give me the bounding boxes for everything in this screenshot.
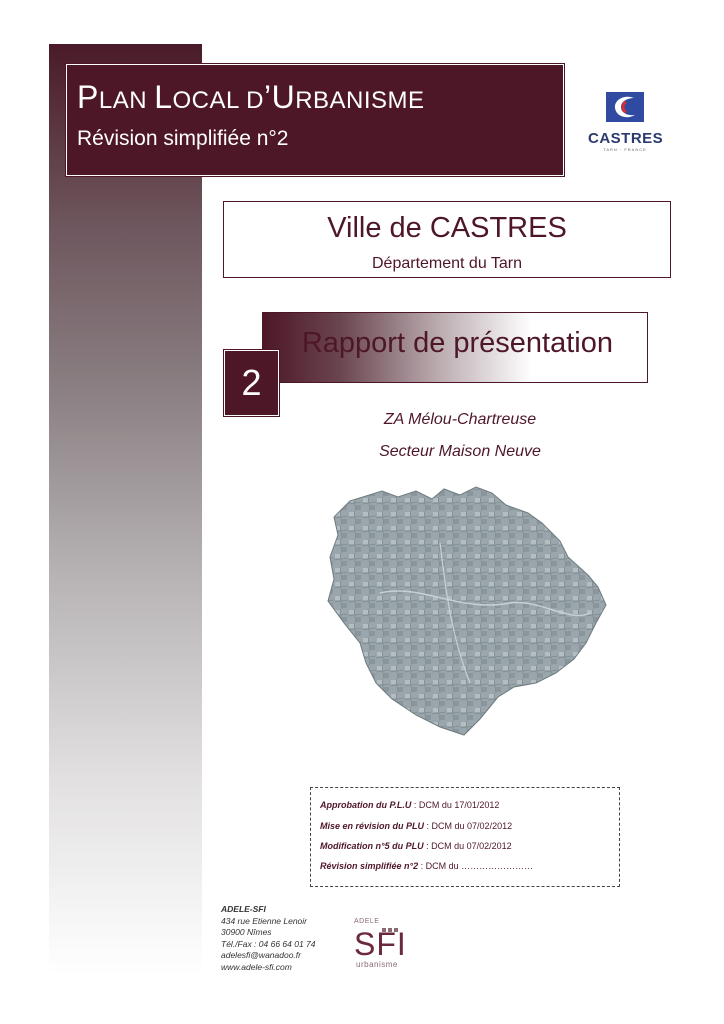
sfi-logo-main: SFI bbox=[354, 926, 407, 962]
city-box bbox=[223, 201, 671, 278]
city-title: Ville de CASTRES bbox=[327, 212, 567, 244]
page-title: PLAN LOCAL D’URBANISME bbox=[77, 79, 425, 115]
zone-line-2: Secteur Maison Neuve bbox=[379, 443, 541, 460]
contact-org: ADELE-SFI bbox=[221, 904, 266, 914]
approval-info-box bbox=[310, 787, 620, 887]
approval-row: Révision simplifiée n°2 : DCM du …………………… bbox=[320, 861, 534, 871]
approval-row: Mise en révision du PLU : DCM du 07/02/2012 bbox=[320, 821, 513, 831]
logo-text: CASTRES bbox=[588, 130, 664, 147]
report-number: 2 bbox=[224, 350, 279, 416]
approval-row: Approbation du P.L.U : DCM du 17/01/2012 bbox=[320, 800, 500, 810]
contact-website[interactable]: www.adele-sfi.com bbox=[221, 961, 292, 972]
report-title: Rapport de présentation bbox=[301, 327, 613, 359]
contact-block bbox=[221, 904, 316, 973]
castres-logo bbox=[588, 90, 662, 154]
castres-emblem-icon bbox=[588, 90, 662, 130]
commune-map bbox=[320, 483, 610, 738]
contact-address: 434 rue Etienne Lenoir bbox=[221, 915, 308, 926]
title-banner bbox=[66, 64, 564, 176]
contact-email[interactable]: adelesfi@wanadoo.fr bbox=[221, 950, 301, 960]
adele-sfi-logo bbox=[354, 918, 414, 974]
page-subtitle: Révision simplifiée n°2 bbox=[77, 127, 289, 150]
sfi-logo-sub: urbanisme bbox=[356, 960, 398, 969]
report-banner bbox=[262, 312, 648, 383]
sidebar-gradient-strip bbox=[49, 44, 202, 1024]
zone-line-1: ZA Mélou-Chartreuse bbox=[383, 411, 537, 428]
city-department: Département du Tarn bbox=[371, 255, 522, 272]
contact-phone: Tél./Fax : 04 66 64 01 74 bbox=[221, 938, 316, 949]
logo-tagline: TARN · FRANCE bbox=[603, 147, 647, 152]
contact-city: 30900 Nîmes bbox=[221, 927, 272, 937]
sfi-logo-top: ADELE bbox=[354, 918, 380, 925]
approval-row: Modification n°5 du PLU : DCM du 07/02/2012 bbox=[320, 841, 512, 851]
